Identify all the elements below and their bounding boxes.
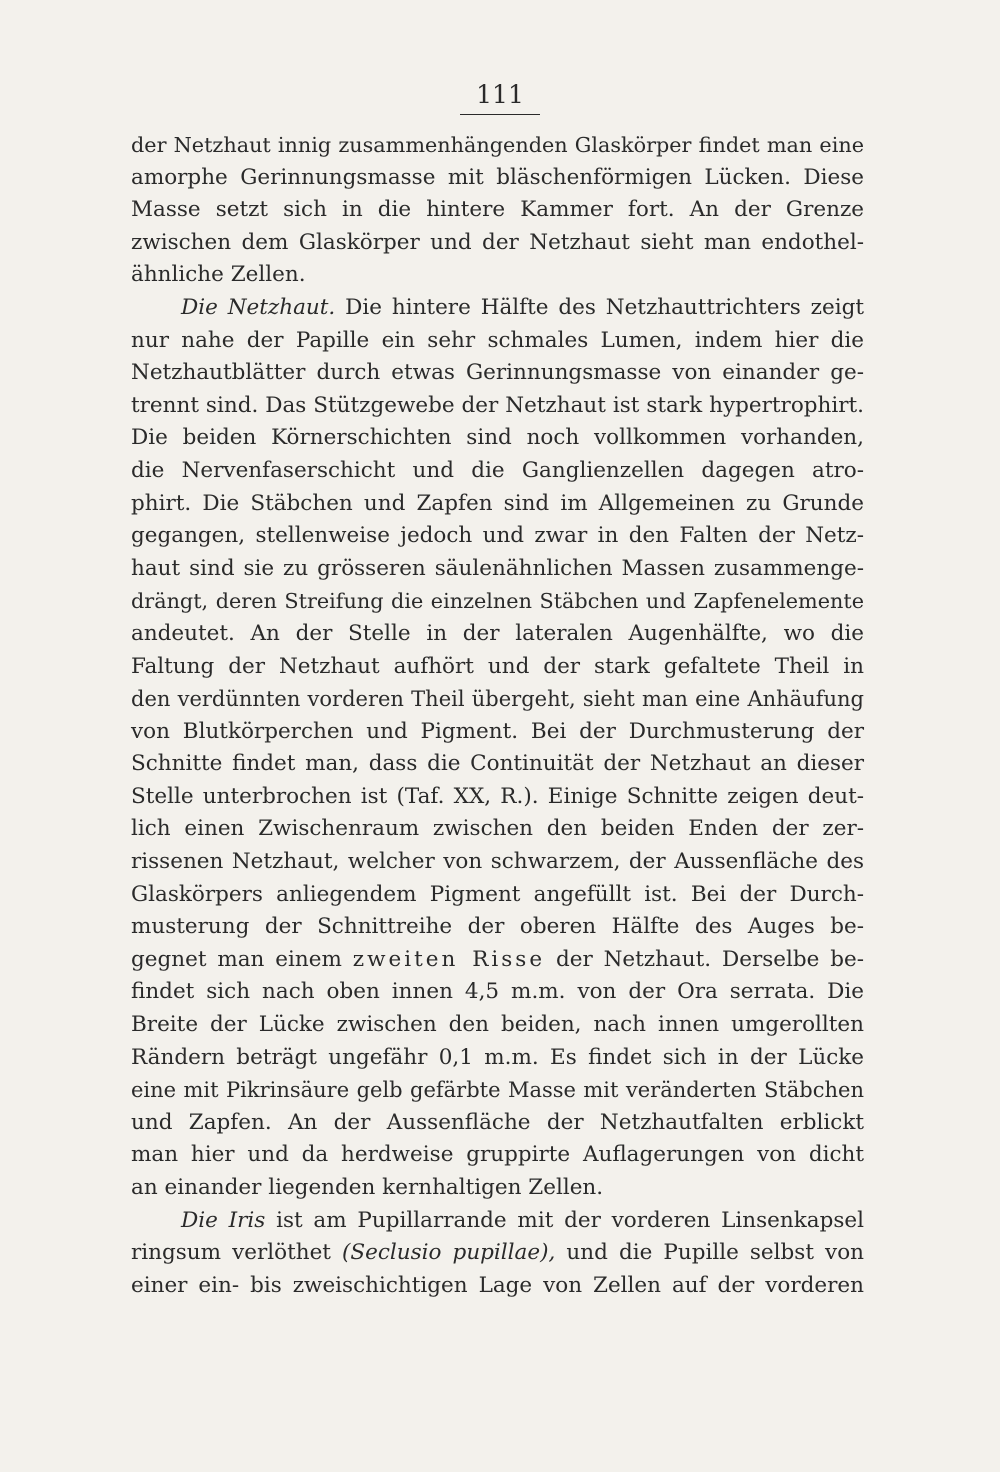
text-line: phirt. Die Stäbchen und Zapfen sind im Allgemeinen zu Grunde bbox=[131, 490, 864, 516]
text-line: Glaskörpers anliegendem Pigment angefüllt ist. Bei der Durch- bbox=[131, 881, 864, 907]
italic-term: (Seclusio pupillae), bbox=[342, 1240, 556, 1266]
text-line: gegangen, stellenweise jedoch und zwar in den Falten der Netz- bbox=[131, 523, 864, 549]
text-line: Breite der Lücke zwischen den beiden, nach innen umgerollten bbox=[131, 1012, 864, 1038]
text-line: ringsum verlöthet (Seclusio pupillae), und die Pupille selbst von bbox=[131, 1240, 864, 1266]
text-line: findet sich nach oben innen 4,5 m.m. von der Ora serrata. Die bbox=[131, 979, 864, 1005]
section-heading: Die Iris bbox=[181, 1207, 266, 1233]
text-line: andeutet. An der Stelle in der lateralen Augenhälfte, wo die bbox=[131, 620, 864, 646]
emphasized-text: zweiten Risse bbox=[352, 946, 546, 972]
text-line: Faltung der Netzhaut aufhört und der stark gefaltete Theil in bbox=[131, 653, 864, 679]
text-line: der Netzhaut innig zusammenhängenden Glaskörper findet man eine bbox=[131, 133, 864, 157]
text-line: und Zapfen. An der Aussenfläche der Netzhautfalten erblickt bbox=[131, 1109, 864, 1135]
text-line: Rändern beträgt ungefähr 0,1 m.m. Es findet sich in der Lücke bbox=[131, 1044, 864, 1070]
text-line: an einander liegenden kernhaltigen Zellen. bbox=[131, 1175, 604, 1200]
text-line: nur nahe der Papille ein sehr schmales Lumen, indem hier die bbox=[131, 327, 864, 353]
page-number: 111 bbox=[460, 80, 540, 115]
text-line: gegnet man einem zweiten Risse der Netzhaut. Derselbe be- bbox=[131, 946, 865, 972]
text-line: Die beiden Körnerschichten sind noch vollkommen vorhanden, bbox=[131, 425, 864, 451]
text-line: ähnliche Zellen. bbox=[131, 262, 306, 288]
body-text bbox=[131, 129, 864, 1302]
text-line: Stelle unterbrochen ist (Taf. XX, R.). Einige Schnitte zeigen deut- bbox=[131, 783, 864, 809]
text-line: Schnitte findet man, dass die Continuität der Netzhaut an dieser bbox=[131, 751, 864, 777]
text-line: musterung der Schnittreihe der oberen Hälfte des Auges be- bbox=[131, 914, 864, 940]
text-line: amorphe Gerinnungsmasse mit bläschenförmigen Lücken. Diese bbox=[131, 164, 864, 190]
text-line: drängt, deren Streifung die einzelnen Stäbchen und Zapfenelemente bbox=[131, 589, 864, 614]
text-line: den verdünnten vorderen Theil übergeht, sieht man eine Anhäufung bbox=[131, 687, 864, 712]
section-heading-line: Die Iris ist am Pupillarrande mit der vorderen Linsenkapsel bbox=[181, 1207, 864, 1233]
text-line: von Blutkörperchen und Pigment. Bei der Durchmusterung der bbox=[131, 718, 864, 744]
text-line: die Nervenfaserschicht und die Ganglienzellen dagegen atro- bbox=[131, 457, 864, 483]
text-line: Netzhautblätter durch etwas Gerinnungsmasse von einander ge- bbox=[131, 360, 864, 386]
text-line: lich einen Zwischenraum zwischen den beiden Enden der zer- bbox=[131, 816, 864, 842]
text-line: Masse setzt sich in die hintere Kammer fort. An der Grenze bbox=[131, 197, 864, 223]
text-line: eine mit Pikrinsäure gelb gefärbte Masse mit veränderten Stäbchen bbox=[131, 1078, 864, 1103]
text-line: zwischen dem Glaskörper und der Netzhaut sieht man endothel- bbox=[131, 229, 864, 255]
section-heading: Die Netzhaut. bbox=[181, 294, 336, 320]
text-line: haut sind sie zu grösseren säulenähnlichen Massen zusammenge- bbox=[131, 555, 864, 581]
text-line: einer ein- bis zweischichtigen Lage von Zellen auf der vorderen bbox=[131, 1272, 864, 1298]
text-line: trennt sind. Das Stützgewebe der Netzhaut ist stark hypertrophirt. bbox=[131, 392, 864, 418]
section-heading-line: Die Netzhaut. Die hintere Hälfte des Netzhauttrichters zeigt bbox=[181, 294, 865, 320]
text-line: rissenen Netzhaut, welcher von schwarzem, der Aussenfläche des bbox=[131, 849, 864, 875]
text-line: man hier und da herdweise gruppirte Auflagerungen von dicht bbox=[131, 1142, 864, 1168]
